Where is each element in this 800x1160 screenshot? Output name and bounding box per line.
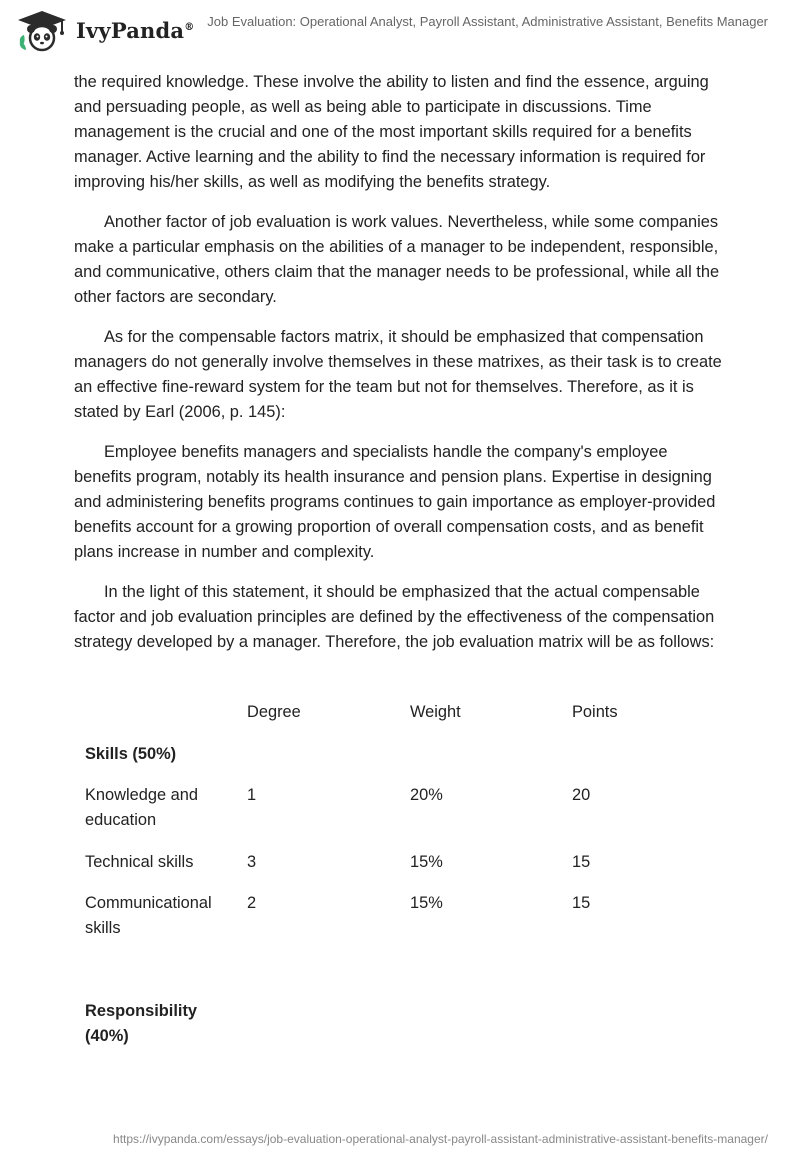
block-quote: Employee benefits managers and specialists handle the company's employee benefits program, notably its health insurance and pension plans. Expertise in designing and administering benefits programs continues to gain importance as employer-provided benefits account for a growing proportion of overall compensation costs, and as benefit plans increase in number and complexity. (74, 443, 716, 561)
weight-value: 20% (410, 786, 443, 804)
panda-graduate-icon (14, 8, 70, 52)
column-header-weight: Weight (410, 703, 461, 721)
matrix-header-row (74, 700, 726, 742)
page-header (0, 0, 800, 60)
ivypanda-logo[interactable] (14, 8, 194, 52)
weight-value: 15% (410, 894, 443, 912)
paragraph: As for the compensable factors matrix, it should be emphasized that compensation managers do not generally involve themselves in these matrixes, as their task is to create an effective fine-reward system for the team but not for themselves. Therefore, as it is stated by Earl (2006, p. 145): (74, 328, 722, 421)
section-heading-skills: Skills (50%) (85, 745, 177, 763)
column-header-points: Points (572, 703, 618, 721)
degree-value: 1 (247, 786, 257, 804)
factor-label: Communicational skills (85, 894, 212, 937)
degree-value: 3 (247, 853, 257, 871)
section-row-skills (74, 742, 726, 783)
paragraph: the required knowledge. These involve the ability to listen and find the essence, arguing and persuading people, as well as being able to participate in discussions. Time management is the crucial and one of the most important skills required for a benefits manager. Active learning and the ability to find the necessary information is required for improving his/her skills, as well as modifying the benefits strategy. (74, 73, 709, 191)
points-value: 15 (572, 853, 591, 871)
essay-body (74, 70, 726, 670)
table-row (74, 891, 726, 999)
points-value: 20 (572, 786, 591, 804)
brand-name: IvyPanda® (76, 17, 195, 43)
paragraph: In the light of this statement, it should be emphasized that the actual compensable factor and job evaluation principles are defined by the effectiveness of the compensation strategy developed by a manager. Therefore, the job evaluation matrix will be as follows: (74, 583, 715, 651)
factor-label: Knowledge and education (85, 786, 199, 829)
job-evaluation-matrix (74, 700, 726, 1059)
table-row (74, 850, 726, 891)
paragraph: Another factor of job evaluation is work values. Nevertheless, while some companies make a particular emphasis on the abilities of a manager to be independent, responsible, and communicative, others claim that the manager needs to be professional, while all the other factors are secondary. (74, 213, 720, 306)
points-value: 15 (572, 894, 591, 912)
section-row-responsibility (74, 999, 726, 1059)
column-header-degree: Degree (247, 703, 301, 721)
source-url[interactable]: https://ivypanda.com/essays/job-evaluation-operational-analyst-payroll-assistant-administrative-assistant-benefits-manager/ (113, 1132, 768, 1146)
weight-value: 15% (410, 853, 443, 871)
section-heading-responsibility: Responsibility (40%) (85, 1002, 198, 1045)
table-row (74, 783, 726, 850)
factor-label: Technical skills (85, 853, 194, 871)
degree-value: 2 (247, 894, 257, 912)
document-title: Job Evaluation: Operational Analyst, Payroll Assistant, Administrative Assistant, Benefits Manager (207, 14, 768, 29)
